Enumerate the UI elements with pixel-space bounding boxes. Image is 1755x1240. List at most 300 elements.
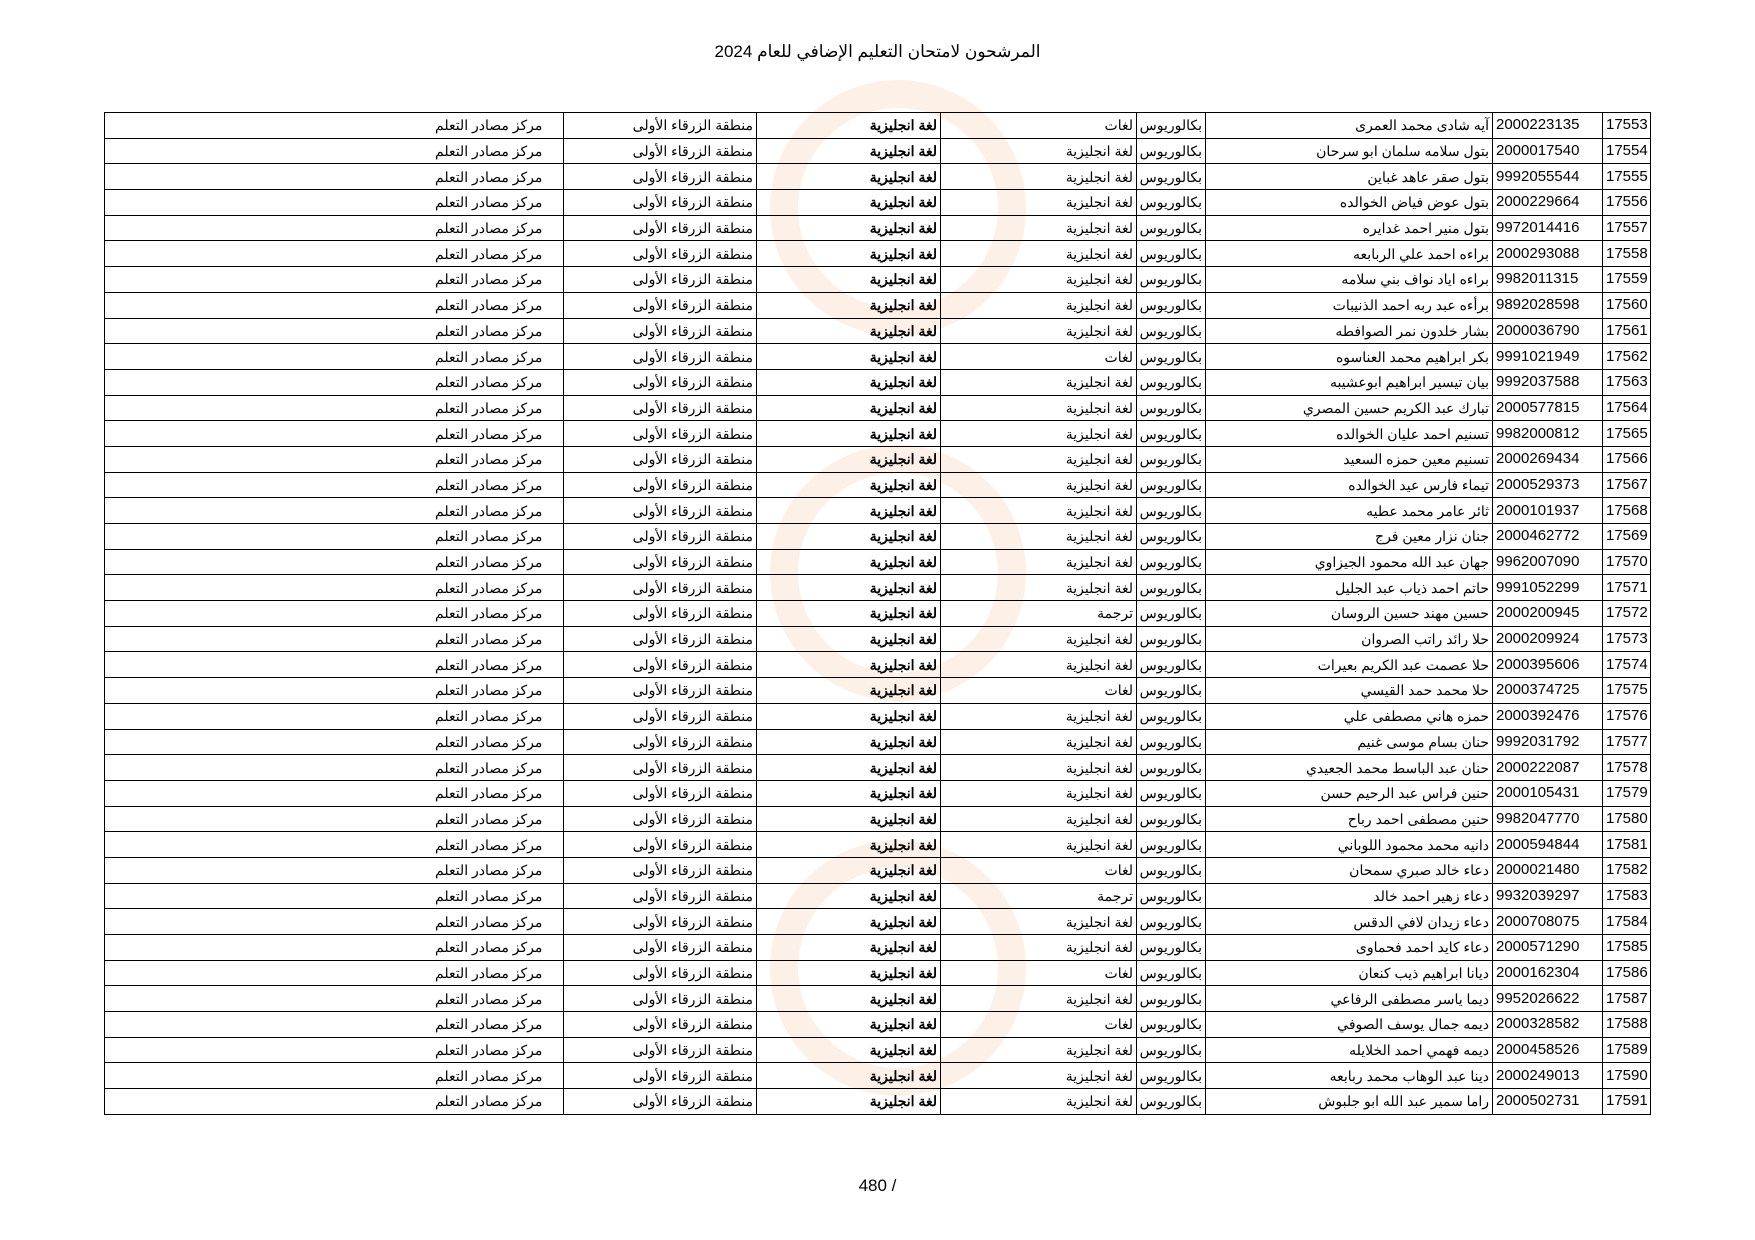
degree-cell: بكالوريوس [1137,241,1206,267]
candidate-name-cell: بكر ابراهيم محمد العناسوه [1206,344,1493,370]
exam-center-cell: مركز مصادر التعلم [105,780,564,806]
seat-number-cell: 17558 [1603,241,1651,267]
table-row [105,318,1651,344]
table-row [105,780,1651,806]
exam-subject-cell: لغة انجليزية [757,626,941,652]
table-row [105,652,1651,678]
candidate-name-cell: آيه شادى محمد العمرى [1206,113,1493,139]
directorate-cell: منطقة الزرقاء الأولى [564,601,757,627]
candidate-name-cell: حلا محمد حمد القيسي [1206,678,1493,704]
seat-number-cell: 17554 [1603,138,1651,164]
candidate-name-cell: حنان عبد الباسط محمد الجعيدي [1206,755,1493,781]
exam-center-cell: مركز مصادر التعلم [105,909,564,935]
candidate-name-cell: جنان نزار معين فرج [1206,524,1493,550]
degree-cell: بكالوريوس [1137,703,1206,729]
national-id-cell: 9892028598 [1493,292,1603,318]
exam-subject-cell: لغة انجليزية [757,524,941,550]
table-row [105,549,1651,575]
national-id-cell: 2000374725 [1493,678,1603,704]
directorate-cell: منطقة الزرقاء الأولى [564,472,757,498]
table-row [105,1063,1651,1089]
table-row [105,524,1651,550]
candidate-name-cell: حسين مهند حسين الروسان [1206,601,1493,627]
seat-number-cell: 17569 [1603,524,1651,550]
major-cell: لغة انجليزية [941,369,1137,395]
table-row [105,678,1651,704]
directorate-cell: منطقة الزرقاء الأولى [564,498,757,524]
major-cell: لغة انجليزية [941,472,1137,498]
exam-center-cell: مركز مصادر التعلم [105,755,564,781]
table-row [105,703,1651,729]
directorate-cell: منطقة الزرقاء الأولى [564,883,757,909]
exam-subject-cell: لغة انجليزية [757,909,941,935]
exam-center-cell: مركز مصادر التعلم [105,549,564,575]
exam-center-cell: مركز مصادر التعلم [105,1063,564,1089]
page-title: المرشحون لامتحان التعليم الإضافي للعام 2024 [714,42,1041,61]
exam-center-cell: مركز مصادر التعلم [105,164,564,190]
major-cell: لغة انجليزية [941,1063,1137,1089]
exam-subject-cell: لغة انجليزية [757,1089,941,1115]
table-row [105,575,1651,601]
exam-subject-cell: لغة انجليزية [757,267,941,293]
directorate-cell: منطقة الزرقاء الأولى [564,729,757,755]
degree-cell: بكالوريوس [1137,344,1206,370]
seat-number-cell: 17563 [1603,369,1651,395]
candidate-name-cell: براءه اياد نواف بني سلامه [1206,267,1493,293]
table-row [105,1012,1651,1038]
seat-number-cell: 17587 [1603,986,1651,1012]
exam-subject-cell: لغة انجليزية [757,472,941,498]
major-cell: لغة انجليزية [941,215,1137,241]
degree-cell: بكالوريوس [1137,215,1206,241]
directorate-cell: منطقة الزرقاء الأولى [564,703,757,729]
seat-number-cell: 17556 [1603,190,1651,216]
table-row [105,883,1651,909]
seat-number-cell: 17557 [1603,215,1651,241]
table-row [105,190,1651,216]
seat-number-cell: 17584 [1603,909,1651,935]
table-row [105,986,1651,1012]
candidate-name-cell: حمزه هاني مصطفى علي [1206,703,1493,729]
national-id-cell: 2000105431 [1493,780,1603,806]
directorate-cell: منطقة الزرقاء الأولى [564,549,757,575]
directorate-cell: منطقة الزرقاء الأولى [564,421,757,447]
seat-number-cell: 17568 [1603,498,1651,524]
degree-cell: بكالوريوس [1137,498,1206,524]
degree-cell: بكالوريوس [1137,652,1206,678]
major-cell: لغة انجليزية [941,318,1137,344]
directorate-cell: منطقة الزرقاء الأولى [564,652,757,678]
degree-cell: بكالوريوس [1137,164,1206,190]
degree-cell: بكالوريوس [1137,883,1206,909]
national-id-cell: 2000209924 [1493,626,1603,652]
exam-center-cell: مركز مصادر التعلم [105,575,564,601]
seat-number-cell: 17589 [1603,1037,1651,1063]
exam-center-cell: مركز مصادر التعلم [105,113,564,139]
exam-subject-cell: لغة انجليزية [757,729,941,755]
candidate-name-cell: دعاء خالد صبري سمحان [1206,857,1493,883]
major-cell: لغة انجليزية [941,292,1137,318]
exam-subject-cell: لغة انجليزية [757,935,941,961]
directorate-cell: منطقة الزرقاء الأولى [564,113,757,139]
table-row [105,241,1651,267]
directorate-cell: منطقة الزرقاء الأولى [564,524,757,550]
seat-number-cell: 17580 [1603,806,1651,832]
national-id-cell: 2000458526 [1493,1037,1603,1063]
seat-number-cell: 17553 [1603,113,1651,139]
candidate-name-cell: ديمه جمال يوسف الصوفي [1206,1012,1493,1038]
exam-center-cell: مركز مصادر التعلم [105,1037,564,1063]
directorate-cell: منطقة الزرقاء الأولى [564,857,757,883]
candidate-name-cell: ديمه فهمي احمد الخلايله [1206,1037,1493,1063]
candidate-name-cell: بشار خلدون نمر الصوافطه [1206,318,1493,344]
directorate-cell: منطقة الزرقاء الأولى [564,241,757,267]
exam-subject-cell: لغة انجليزية [757,421,941,447]
exam-center-cell: مركز مصادر التعلم [105,626,564,652]
candidate-name-cell: تيماء فارس عيد الخوالده [1206,472,1493,498]
candidate-name-cell: ثائر عامر محمد عطيه [1206,498,1493,524]
national-id-cell: 2000708075 [1493,909,1603,935]
degree-cell: بكالوريوس [1137,575,1206,601]
exam-subject-cell: لغة انجليزية [757,446,941,472]
national-id-cell: 2000395606 [1493,652,1603,678]
degree-cell: بكالوريوس [1137,138,1206,164]
exam-subject-cell: لغة انجليزية [757,780,941,806]
exam-center-cell: مركز مصادر التعلم [105,652,564,678]
major-cell: لغة انجليزية [941,395,1137,421]
major-cell: لغة انجليزية [941,652,1137,678]
degree-cell: بكالوريوس [1137,729,1206,755]
seat-number-cell: 17578 [1603,755,1651,781]
degree-cell: بكالوريوس [1137,601,1206,627]
seat-number-cell: 17583 [1603,883,1651,909]
table-row [105,1089,1651,1115]
candidate-name-cell: حاتم احمد ذياب عبد الجليل [1206,575,1493,601]
directorate-cell: منطقة الزرقاء الأولى [564,678,757,704]
national-id-cell: 2000017540 [1493,138,1603,164]
national-id-cell: 2000293088 [1493,241,1603,267]
table-row [105,857,1651,883]
exam-subject-cell: لغة انجليزية [757,164,941,190]
exam-center-cell: مركز مصادر التعلم [105,935,564,961]
directorate-cell: منطقة الزرقاء الأولى [564,626,757,652]
seat-number-cell: 17582 [1603,857,1651,883]
major-cell: لغة انجليزية [941,241,1137,267]
table-row [105,909,1651,935]
exam-subject-cell: لغة انجليزية [757,138,941,164]
national-id-cell: 2000101937 [1493,498,1603,524]
national-id-cell: 9992031792 [1493,729,1603,755]
candidate-name-cell: بتول منير احمد غدايره [1206,215,1493,241]
degree-cell: بكالوريوس [1137,113,1206,139]
degree-cell: بكالوريوس [1137,267,1206,293]
candidate-name-cell: حلا عصمت عبد الكريم بعيرات [1206,652,1493,678]
major-cell: لغة انجليزية [941,729,1137,755]
national-id-cell: 2000229664 [1493,190,1603,216]
directorate-cell: منطقة الزرقاء الأولى [564,395,757,421]
directorate-cell: منطقة الزرقاء الأولى [564,164,757,190]
major-cell: لغة انجليزية [941,164,1137,190]
exam-subject-cell: لغة انجليزية [757,113,941,139]
seat-number-cell: 17579 [1603,780,1651,806]
exam-subject-cell: لغة انجليزية [757,832,941,858]
seat-number-cell: 17566 [1603,446,1651,472]
degree-cell: بكالوريوس [1137,318,1206,344]
major-cell: لغة انجليزية [941,549,1137,575]
national-id-cell: 9962007090 [1493,549,1603,575]
directorate-cell: منطقة الزرقاء الأولى [564,190,757,216]
directorate-cell: منطقة الزرقاء الأولى [564,292,757,318]
table-row [105,472,1651,498]
exam-center-cell: مركز مصادر التعلم [105,318,564,344]
major-cell: لغة انجليزية [941,421,1137,447]
degree-cell: بكالوريوس [1137,190,1206,216]
seat-number-cell: 17572 [1603,601,1651,627]
exam-center-cell: مركز مصادر التعلم [105,138,564,164]
exam-center-cell: مركز مصادر التعلم [105,241,564,267]
national-id-cell: 9932039297 [1493,883,1603,909]
exam-subject-cell: لغة انجليزية [757,215,941,241]
candidate-name-cell: برأءه عبد ربه احمد الذنيبات [1206,292,1493,318]
candidate-name-cell: حلا رائد راتب الصروان [1206,626,1493,652]
major-cell: لغات [941,678,1137,704]
table-row [105,292,1651,318]
table-row [105,601,1651,627]
directorate-cell: منطقة الزرقاء الأولى [564,806,757,832]
directorate-cell: منطقة الزرقاء الأولى [564,215,757,241]
table-row [105,164,1651,190]
degree-cell: بكالوريوس [1137,1012,1206,1038]
candidate-name-cell: حنان بسام موسى غنيم [1206,729,1493,755]
table-row [105,446,1651,472]
seat-number-cell: 17565 [1603,421,1651,447]
exam-center-cell: مركز مصادر التعلم [105,292,564,318]
directorate-cell: منطقة الزرقاء الأولى [564,369,757,395]
directorate-cell: منطقة الزرقاء الأولى [564,267,757,293]
national-id-cell: 9982047770 [1493,806,1603,832]
seat-number-cell: 17588 [1603,1012,1651,1038]
seat-number-cell: 17561 [1603,318,1651,344]
exam-center-cell: مركز مصادر التعلم [105,524,564,550]
directorate-cell: منطقة الزرقاء الأولى [564,960,757,986]
exam-subject-cell: لغة انجليزية [757,318,941,344]
table-row [105,395,1651,421]
exam-subject-cell: لغة انجليزية [757,678,941,704]
directorate-cell: منطقة الزرقاء الأولى [564,780,757,806]
national-id-cell: 2000462772 [1493,524,1603,550]
exam-center-cell: مركز مصادر التعلم [105,678,564,704]
candidate-name-cell: بتول سلامه سلمان ابو سرحان [1206,138,1493,164]
table-row [105,267,1651,293]
exam-center-cell: مركز مصادر التعلم [105,960,564,986]
national-id-cell: 9982011315 [1493,267,1603,293]
exam-center-cell: مركز مصادر التعلم [105,806,564,832]
national-id-cell: 9972014416 [1493,215,1603,241]
seat-number-cell: 17564 [1603,395,1651,421]
seat-number-cell: 17562 [1603,344,1651,370]
exam-center-cell: مركز مصادر التعلم [105,498,564,524]
exam-subject-cell: لغة انجليزية [757,190,941,216]
exam-subject-cell: لغة انجليزية [757,575,941,601]
major-cell: لغة انجليزية [941,524,1137,550]
directorate-cell: منطقة الزرقاء الأولى [564,935,757,961]
degree-cell: بكالوريوس [1137,960,1206,986]
table-row [105,344,1651,370]
candidate-name-cell: بتول عوض فياض الخوالده [1206,190,1493,216]
exam-subject-cell: لغة انجليزية [757,806,941,832]
national-id-cell: 9952026622 [1493,986,1603,1012]
major-cell: لغة انجليزية [941,626,1137,652]
exam-center-cell: مركز مصادر التعلم [105,832,564,858]
exam-subject-cell: لغة انجليزية [757,1063,941,1089]
national-id-cell: 9991021949 [1493,344,1603,370]
candidates-table [104,112,1651,1115]
national-id-cell: 9992055544 [1493,164,1603,190]
major-cell: لغات [941,960,1137,986]
major-cell: لغة انجليزية [941,806,1137,832]
exam-subject-cell: لغة انجليزية [757,755,941,781]
table-row [105,935,1651,961]
seat-number-cell: 17581 [1603,832,1651,858]
major-cell: لغة انجليزية [941,446,1137,472]
degree-cell: بكالوريوس [1137,755,1206,781]
page-number: 480 / [858,1176,897,1195]
table-row [105,729,1651,755]
national-id-cell: 2000571290 [1493,935,1603,961]
major-cell: لغات [941,1012,1137,1038]
exam-center-cell: مركز مصادر التعلم [105,267,564,293]
directorate-cell: منطقة الزرقاء الأولى [564,1012,757,1038]
directorate-cell: منطقة الزرقاء الأولى [564,1037,757,1063]
directorate-cell: منطقة الزرقاء الأولى [564,318,757,344]
table-row [105,960,1651,986]
candidate-name-cell: تبارك عبد الكريم حسين المصري [1206,395,1493,421]
directorate-cell: منطقة الزرقاء الأولى [564,909,757,935]
exam-center-cell: مركز مصادر التعلم [105,1012,564,1038]
table-row [105,806,1651,832]
major-cell: لغة انجليزية [941,909,1137,935]
table-row [105,626,1651,652]
degree-cell: بكالوريوس [1137,1037,1206,1063]
exam-center-cell: مركز مصادر التعلم [105,1089,564,1115]
major-cell: لغة انجليزية [941,190,1137,216]
exam-subject-cell: لغة انجليزية [757,652,941,678]
seat-number-cell: 17573 [1603,626,1651,652]
major-cell: لغة انجليزية [941,1037,1137,1063]
exam-subject-cell: لغة انجليزية [757,601,941,627]
seat-number-cell: 17576 [1603,703,1651,729]
degree-cell: بكالوريوس [1137,446,1206,472]
national-id-cell: 2000222087 [1493,755,1603,781]
national-id-cell: 2000269434 [1493,446,1603,472]
candidate-name-cell: حنين مصطفى احمد رباح [1206,806,1493,832]
national-id-cell: 2000249013 [1493,1063,1603,1089]
degree-cell: بكالوريوس [1137,832,1206,858]
exam-center-cell: مركز مصادر التعلم [105,395,564,421]
candidate-name-cell: تسنيم معين حمزه السعيد [1206,446,1493,472]
table-row [105,113,1651,139]
exam-subject-cell: لغة انجليزية [757,1037,941,1063]
candidate-name-cell: بتول صقر عاهد غباين [1206,164,1493,190]
major-cell: ترجمة [941,883,1137,909]
seat-number-cell: 17574 [1603,652,1651,678]
table-row [105,755,1651,781]
candidate-name-cell: راما سمير عبد الله ابو جلبوش [1206,1089,1493,1115]
directorate-cell: منطقة الزرقاء الأولى [564,575,757,601]
major-cell: لغة انجليزية [941,575,1137,601]
major-cell: لغة انجليزية [941,986,1137,1012]
candidate-name-cell: براءه احمد علي الربابعه [1206,241,1493,267]
degree-cell: بكالوريوس [1137,909,1206,935]
exam-center-cell: مركز مصادر التعلم [105,729,564,755]
major-cell: لغات [941,344,1137,370]
exam-center-cell: مركز مصادر التعلم [105,883,564,909]
national-id-cell: 2000021480 [1493,857,1603,883]
degree-cell: بكالوريوس [1137,806,1206,832]
candidate-name-cell: دعاء زيدان لافي الدقس [1206,909,1493,935]
table-row [105,832,1651,858]
directorate-cell: منطقة الزرقاء الأولى [564,344,757,370]
major-cell: لغة انجليزية [941,498,1137,524]
directorate-cell: منطقة الزرقاء الأولى [564,1063,757,1089]
table-row [105,138,1651,164]
degree-cell: بكالوريوس [1137,292,1206,318]
degree-cell: بكالوريوس [1137,1089,1206,1115]
directorate-cell: منطقة الزرقاء الأولى [564,755,757,781]
directorate-cell: منطقة الزرقاء الأولى [564,1089,757,1115]
exam-center-cell: مركز مصادر التعلم [105,421,564,447]
exam-subject-cell: لغة انجليزية [757,549,941,575]
exam-center-cell: مركز مصادر التعلم [105,344,564,370]
degree-cell: بكالوريوس [1137,549,1206,575]
exam-center-cell: مركز مصادر التعلم [105,215,564,241]
seat-number-cell: 17560 [1603,292,1651,318]
candidate-name-cell: دعاء كايد احمد فحماوى [1206,935,1493,961]
exam-subject-cell: لغة انجليزية [757,883,941,909]
table-row [105,498,1651,524]
exam-subject-cell: لغة انجليزية [757,960,941,986]
degree-cell: بكالوريوس [1137,935,1206,961]
national-id-cell: 2000162304 [1493,960,1603,986]
national-id-cell: 2000200945 [1493,601,1603,627]
directorate-cell: منطقة الزرقاء الأولى [564,446,757,472]
degree-cell: بكالوريوس [1137,986,1206,1012]
major-cell: لغة انجليزية [941,832,1137,858]
exam-center-cell: مركز مصادر التعلم [105,446,564,472]
degree-cell: بكالوريوس [1137,472,1206,498]
candidate-name-cell: دينا عبد الوهاب محمد ربابعه [1206,1063,1493,1089]
degree-cell: بكالوريوس [1137,626,1206,652]
degree-cell: بكالوريوس [1137,780,1206,806]
major-cell: لغة انجليزية [941,1089,1137,1115]
major-cell: لغات [941,857,1137,883]
exam-subject-cell: لغة انجليزية [757,986,941,1012]
degree-cell: بكالوريوس [1137,678,1206,704]
table-row [105,369,1651,395]
candidate-name-cell: تسنيم احمد عليان الخوالده [1206,421,1493,447]
seat-number-cell: 17555 [1603,164,1651,190]
national-id-cell: 2000529373 [1493,472,1603,498]
seat-number-cell: 17570 [1603,549,1651,575]
directorate-cell: منطقة الزرقاء الأولى [564,832,757,858]
national-id-cell: 2000036790 [1493,318,1603,344]
exam-subject-cell: لغة انجليزية [757,344,941,370]
exam-subject-cell: لغة انجليزية [757,857,941,883]
candidate-name-cell: دعاء زهير احمد خالد [1206,883,1493,909]
exam-center-cell: مركز مصادر التعلم [105,857,564,883]
national-id-cell: 9991052299 [1493,575,1603,601]
exam-center-cell: مركز مصادر التعلم [105,986,564,1012]
